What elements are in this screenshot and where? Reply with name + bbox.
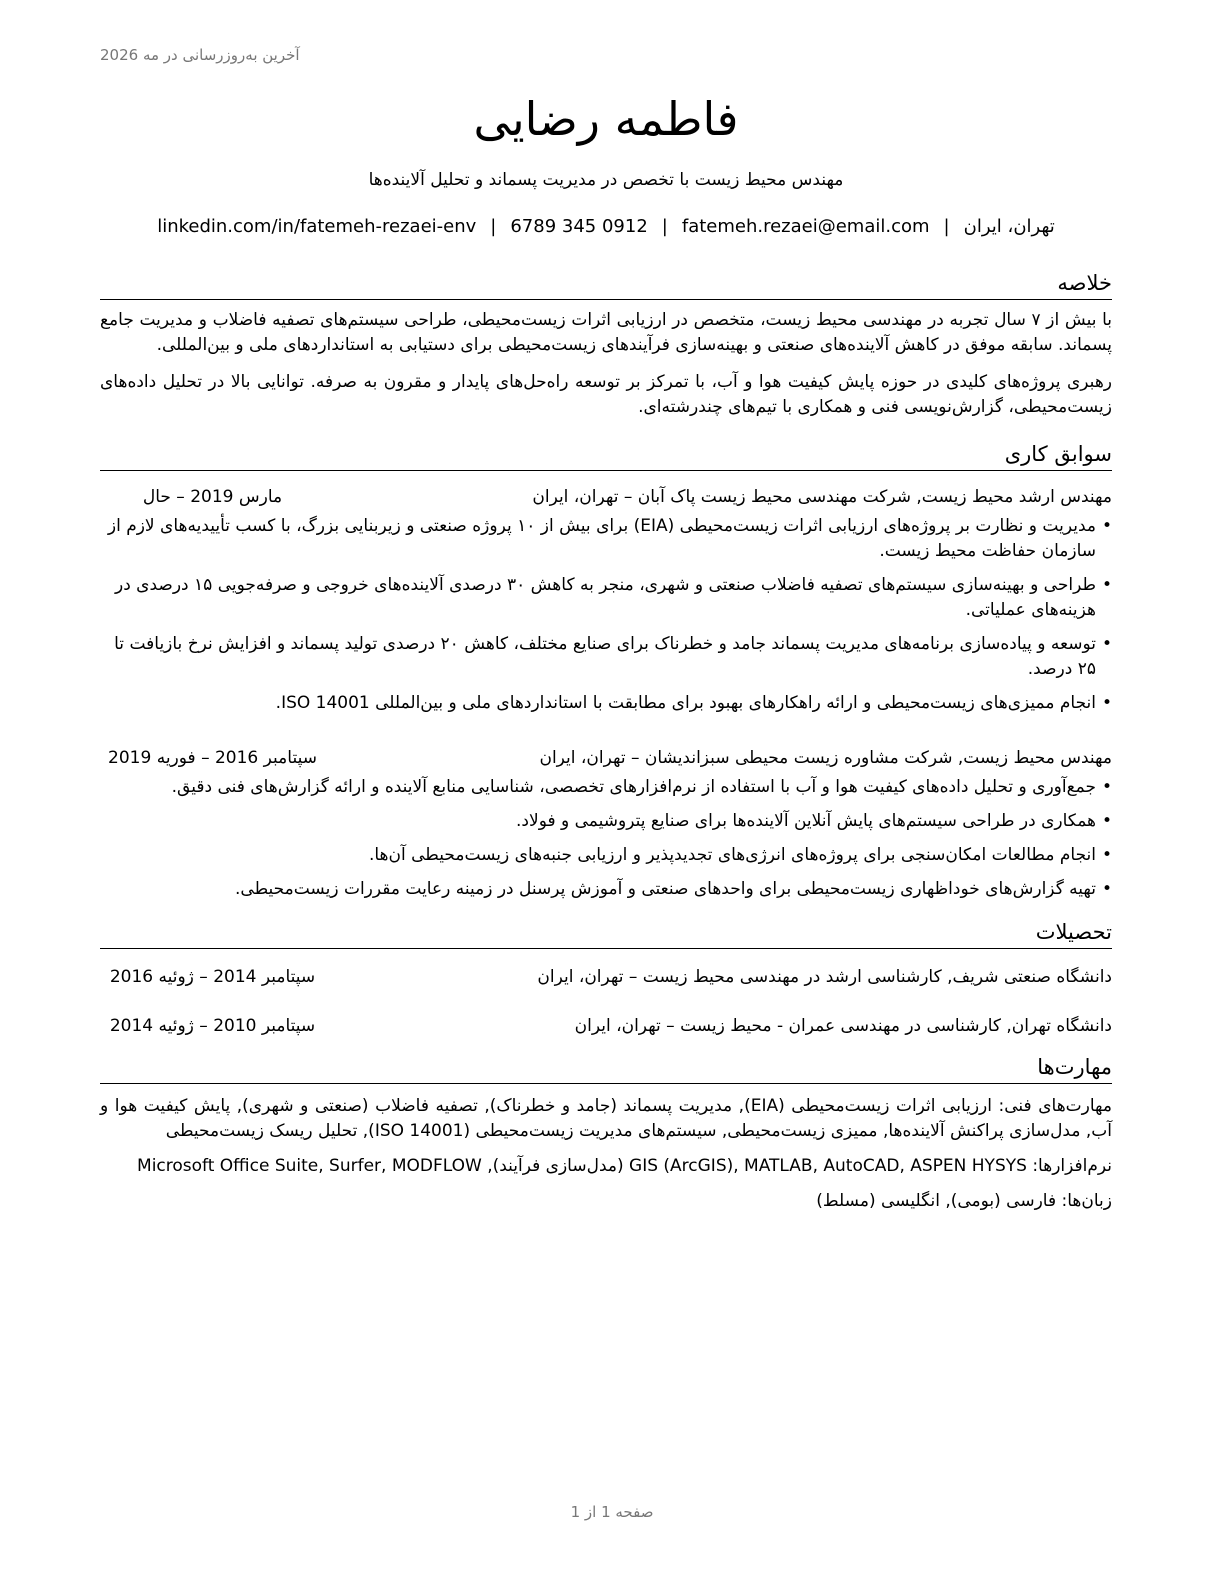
experience-heading: سوابق کاری [100,440,1112,471]
job-title-company: مهندس ارشد محیط زیست, شرکت مهندسی محیط زیست پاک آبان – تهران، ایران [532,487,1112,507]
person-name: فاطمه رضایی [473,92,739,146]
job-bullet: • توسعه و پیاده‌سازی برنامه‌های مدیریت پسماند جامد و خطرناک برای صنایع مختلف، کاهش ۲۰ درصدی تولید پسماند و افزایش نرخ بازیافت تا ۲۵ درصد. [100,632,1112,682]
skills-heading: مهارت‌ها [100,1053,1112,1084]
job-title-company: مهندس محیط زیست, شرکت مشاوره زیست محیطی سبزاندیشان – تهران، ایران [539,748,1112,768]
education-dates: سپتامبر 2010 – ژوئیه 2014 [109,1016,316,1036]
job-dates: مارس 2019 – حال [142,487,283,507]
job-dates: سپتامبر 2016 – فوریه 2019 [108,748,317,768]
summary-paragraph: رهبری پروژه‌های کلیدی در حوزه پایش کیفیت هوا و آب، با تمرکز بر توسعه راه‌حل‌های پایدار و مقرون به صرفه. توانایی بالا در تحلیل داده‌های زیست‌محیطی، گزارش‌نویسی فنی و همکاری با تیم‌های چندرشته‌ای. [100,372,1112,417]
education-heading: تحصیلات [100,918,1112,949]
last-updated-note: آخرین به‌روزرسانی در مه 2026 [100,46,300,64]
education-entry [100,1014,1112,1039]
page-number: صفحه 1 از 1 [570,1503,654,1521]
job-entry [100,746,1112,902]
job-bullet: • همکاری در طراحی سیستم‌های پایش آنلاین آلاینده‌ها برای صنایع پتروشیمی و فولاد. [100,809,1112,834]
job-bullet: • انجام ممیزی‌های زیست‌محیطی و ارائه راهکارهای بهبود برای مطابقت با استانداردهای ملی و بین‌المللی ISO 14001. [100,691,1112,716]
job-bullets [100,514,1112,716]
education-dates: سپتامبر 2014 – ژوئیه 2016 [109,967,316,987]
contact-linkedin-link[interactable]: linkedin.com/in/fatemeh-rezaei-env [157,216,477,237]
experience-section [100,440,1112,902]
summary-heading: خلاصه [100,269,1112,300]
education-text: دانشگاه تهران, کارشناسی در مهندسی عمران - محیط زیست – تهران، ایران [574,1016,1112,1036]
resume-content [100,88,1112,1214]
skills-technical: مهارت‌های فنی: ارزیابی اثرات زیست‌محیطی (EIA), مدیریت پسماند (جامد و خطرناک), تصفیه فاضلاب (صنعتی و شهری), پایش کیفیت هوا و آب, مدل‌سازی پراکنش آلاینده‌ها, ممیزی زیست‌محیطی, سیستم‌های مدیریت زیست‌محیطی (ISO 14001), تحلیل ریسک زیست‌محیطی [100,1096,1112,1141]
job-bullet: • جمع‌آوری و تحلیل داده‌های کیفیت هوا و آب با استفاده از نرم‌افزارهای تخصصی، شناسایی منابع آلاینده و ارائه گزارش‌های فنی دقیق. [100,775,1112,800]
contact-separator: | [490,216,497,237]
contact-email[interactable]: fatemeh.rezaei@email.com [681,216,930,237]
summary-section [100,269,1112,420]
skills-languages: زبان‌ها: فارسی (بومی), انگلیسی (مسلط) [816,1191,1112,1211]
job-bullet: • طراحی و بهینه‌سازی سیستم‌های تصفیه فاضلاب صنعتی و شهری، منجر به کاهش ۳۰ درصدی آلاینده‌های خروجی و صرفه‌جویی ۱۵ درصدی در هزینه‌های عملیاتی. [100,573,1112,623]
job-header [100,746,1112,771]
job-header [100,485,1112,510]
skills-software: نرم‌افزارها: GIS (ArcGIS), MATLAB, AutoCAD, ASPEN HYSYS (مدل‌سازی فرآیند), Microsoft Office Suite, Surfer, MODFLOW [137,1156,1112,1176]
contact-separator: | [943,216,950,237]
job-bullet: • تهیه گزارش‌های خوداظهاری زیست‌محیطی برای واحدهای صنعتی و آموزش پرسنل در زمینه رعایت مقررات زیست‌محیطی. [100,877,1112,902]
job-bullets [100,775,1112,902]
job-bullet: • انجام مطالعات امکان‌سنجی برای پروژه‌های انرژی‌های تجدیدپذیر و ارزیابی جنبه‌های زیست‌محیطی آن‌ها. [100,843,1112,868]
education-section [100,918,1112,1039]
skills-section [100,1053,1112,1214]
professional-title: مهندس محیط زیست با تخصص در مدیریت پسماند و تحلیل آلاینده‌ها [368,170,844,190]
education-entry [100,965,1112,990]
summary-paragraph: با بیش از ۷ سال تجربه در مهندسی محیط زیست، متخصص در ارزیابی اثرات زیست‌محیطی، طراحی سیستم‌های تصفیه فاضلاب و مدیریت جامع پسماند. سابقه موفق در کاهش آلاینده‌های صنعتی و بهینه‌سازی فرآیندهای زیست‌محیطی برای دستیابی به استانداردهای ملی و بین‌المللی. [100,310,1112,355]
job-entry [100,485,1112,716]
contact-phone[interactable]: 6789 345 0912 [510,216,648,237]
contact-separator: | [661,216,668,237]
contact-location: تهران، ایران [963,216,1055,237]
contact-line [100,216,1112,237]
job-bullet: • مدیریت و نظارت بر پروژه‌های ارزیابی اثرات زیست‌محیطی (EIA) برای بیش از ۱۰ پروژه صنعتی و زیربنایی بزرگ، با کسب تأییدیه‌های لازم از سازمان حفاظت محیط زیست. [100,514,1112,564]
education-text: دانشگاه صنعتی شریف, کارشناسی ارشد در مهندسی محیط زیست – تهران، ایران [537,967,1112,987]
